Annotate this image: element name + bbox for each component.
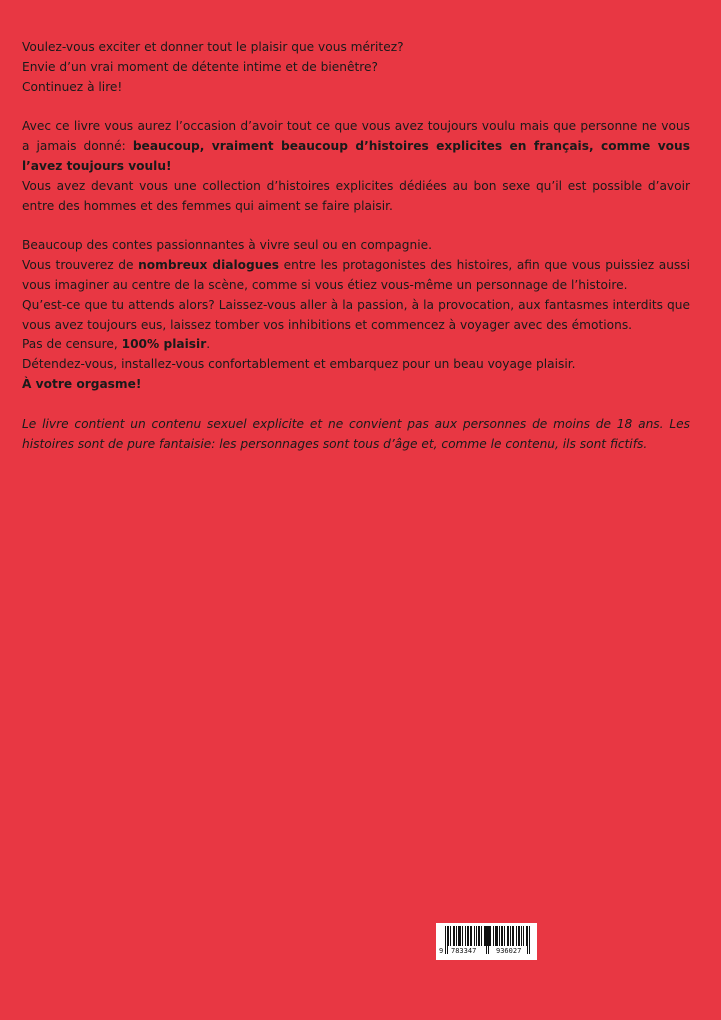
paragraph-contes: Beaucoup des contes passionnantes à vivre seul ou en compagnie. <box>22 238 432 253</box>
isbn-barcode <box>436 923 537 960</box>
barcode-left-group: 783347 <box>451 947 477 955</box>
dialogues-start: Vous trouverez de <box>22 258 139 273</box>
paragraph-passion: Qu’est-ce que tu attends alors? Laissez-vous aller à la passion, à la provocation, aux fantasmes interdits que vous avez toujours eus, laissez tomber vos inhibitions et commencez à voyager avec des émotions. <box>22 297 690 332</box>
censure-start: Pas de censure, <box>22 337 122 352</box>
back-cover-blurb <box>22 38 690 454</box>
barcode-first-digit: 9 <box>439 947 444 955</box>
paragraph-censure <box>22 335 690 355</box>
paragraph-promise <box>22 117 690 176</box>
barcode-right-group: 936027 <box>496 947 522 955</box>
closing-bold: À votre orgasme! <box>22 376 142 391</box>
censure-end: . <box>206 337 211 352</box>
dialogues-bold: nombreux dialogues <box>138 258 279 273</box>
paragraph-dialogues <box>22 256 690 296</box>
dialogues-end: entre les protagonistes des histoires, afin que vous puissiez aussi vous imaginer au centre de la scène, comme si vous étiez vous-même un personnage de l’histoire. <box>22 258 691 292</box>
paragraph-collection: Vous avez devant vous une collection d’histoires explicites dédiées au bon sexe qu’il est possible d’avoir entre des hommes et des femmes qui aiment se faire plaisir. <box>22 178 690 213</box>
closing-line <box>22 375 690 395</box>
disclaimer: Le livre contient un contenu sexuel explicite et ne convient pas aux personnes de moins de 18 ans. Les histoires sont de pure fantaisie: les personnages sont tous d’âge et, comme le contenu, ils sont fictifs. <box>22 416 690 451</box>
promise-bold: beaucoup, vraiment beaucoup d’histoires explicites en français, comme vous l’avez toujours voulu! <box>22 139 690 173</box>
intro-line-3: Continuez à lire! <box>22 79 123 94</box>
paragraph-voyage: Détendez-vous, installez-vous confortablement et embarquez pour un beau voyage plaisir. <box>22 357 576 372</box>
intro-line-1: Voulez-vous exciter et donner tout le plaisir que vous méritez? <box>22 40 404 54</box>
censure-bold: 100% plaisir <box>121 337 207 352</box>
promise-text: Avec ce livre vous aurez l’occasion d’avoir tout ce que vous avez toujours voulu mais que personne ne vous a jamais donné: <box>22 119 690 154</box>
intro-line-2: Envie d’un vrai moment de détente intime et de bienêtre? <box>22 59 378 74</box>
